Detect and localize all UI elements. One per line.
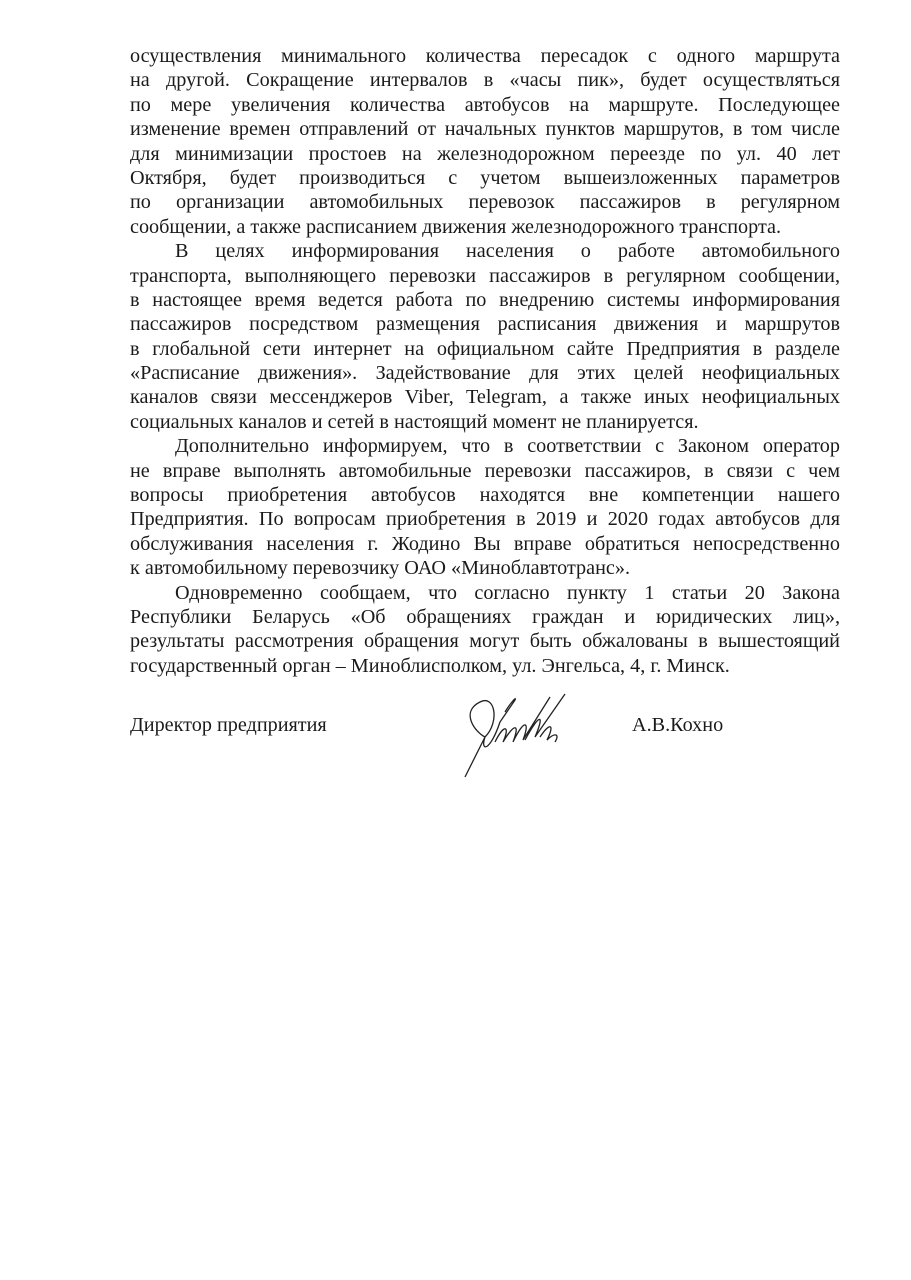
paragraph: [130, 581, 840, 679]
text-line: пассажиров посредством размещения расписания движения и маршрутов: [130, 313, 840, 336]
paragraph: [130, 434, 840, 580]
text-line: обслуживания населения г. Жодино Вы вправе обратиться непосредственно: [130, 532, 840, 555]
signature-block: [130, 714, 840, 794]
letter-body: [130, 44, 840, 678]
signatory-role: Директор предприятия: [130, 714, 327, 736]
text-line: осуществления минимального количества пересадок с одного маршрута: [130, 45, 840, 67]
paragraph: [130, 44, 840, 239]
text-line: «Расписание движения». Задействование для этих целей неофициальных: [130, 362, 840, 385]
text-line: социальных каналов и сетей в настоящий момент не планируется.: [130, 410, 699, 433]
text-line: государственный орган – Миноблисполком, ул. Энгельса, 4, г. Минск.: [130, 654, 730, 677]
text-line: Октября, будет производиться с учетом вышеизложенных параметров: [130, 166, 840, 189]
text-line: к автомобильному перевозчику ОАО «Миноблавтотранс».: [130, 557, 631, 580]
text-line: по мере увеличения количества автобусов на маршруте. Последующее: [130, 93, 840, 116]
paragraph: [130, 239, 840, 434]
text-line: в глобальной сети интернет на официальном сайте Предприятия в разделе: [130, 337, 840, 360]
text-line: Дополнительно информируем, что в соответствии с Законом оператор: [175, 435, 840, 458]
text-line: вопросы приобретения автобусов находятся вне компетенции нашего: [130, 484, 840, 507]
text-line: для минимизации простоев на железнодорожном переезде по ул. 40 лет: [130, 142, 840, 165]
text-line: по организации автомобильных перевозок пассажиров в регулярном: [130, 191, 840, 214]
text-line: В целях информирования населения о работе автомобильного: [175, 240, 840, 263]
text-line: каналов связи мессенджеров Viber, Telegram, а также иных неофициальных: [130, 386, 840, 409]
text-line: Республики Беларусь «Об обращениях граждан и юридических лиц»,: [130, 605, 840, 628]
text-line: Одновременно сообщаем, что согласно пункту 1 статьи 20 Закона: [175, 581, 840, 604]
text-line: в настоящее время ведется работа по внедрению системы информирования: [130, 288, 840, 311]
text-line: не вправе выполнять автомобильные перевозки пассажиров, в связи с чем: [130, 459, 840, 482]
text-line: результаты рассмотрения обращения могут быть обжалованы в вышестоящий: [130, 630, 840, 653]
text-line: транспорта, выполняющего перевозки пассажиров в регулярном сообщении,: [130, 264, 840, 287]
text-line: Предприятия. По вопросам приобретения в 2019 и 2020 годах автобусов для: [130, 508, 840, 531]
text-line: на другой. Сокращение интервалов в «часы пик», будет осуществляться: [130, 69, 840, 92]
signatory-name: А.В.Кохно: [632, 714, 724, 736]
handwritten-signature: [455, 692, 595, 782]
text-line: изменение времен отправлений от начальных пунктов маршрутов, в том числе: [130, 118, 840, 141]
text-line: сообщении, а также расписанием движения железнодорожного транспорта.: [130, 215, 782, 238]
